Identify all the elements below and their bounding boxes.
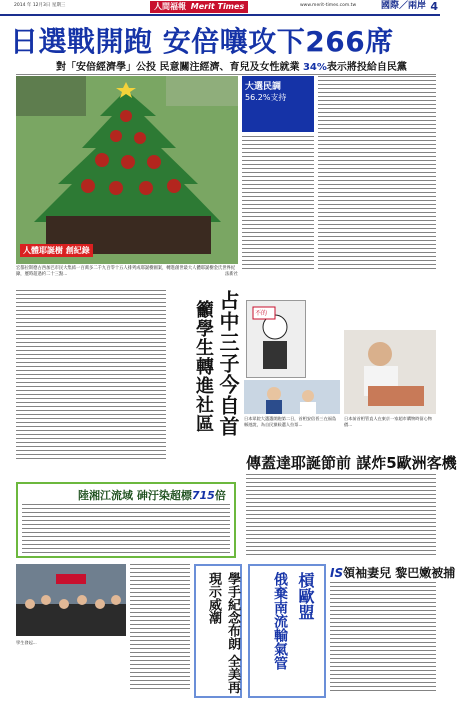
- hunan-headline-number: 715: [191, 489, 215, 502]
- hunan-headline-suffix: 倍: [214, 489, 226, 502]
- russia-story-box: [248, 564, 326, 698]
- hunan-headline: [78, 487, 226, 503]
- europe-headline: 傳蓋達耶誕節前 謀炸5歐洲客機: [246, 454, 457, 472]
- russia-headline-1: 槓歐盟: [296, 572, 315, 620]
- newspaper-logo: [150, 1, 248, 13]
- poll-kicker-sub: 56.2%支持: [245, 93, 287, 102]
- campaign-photo: [244, 380, 340, 414]
- section-tag: 國際／兩岸: [380, 1, 426, 11]
- japan-photo-left-caption: 日本眾院大選選開跑第二日，首相安倍晉三在福島縣遊說，為自民黨候選人拉票...: [244, 416, 337, 427]
- website-url: www.merit-times.com.tw: [300, 3, 357, 8]
- protest-headline-box: [194, 564, 242, 698]
- cartoon: [246, 300, 306, 378]
- japan-photo-right-caption: 日本前首相管直人在東京一家超市購物時留心物價...: [344, 416, 432, 427]
- is-headline: [330, 564, 455, 581]
- logo-english: Merit Times: [190, 2, 245, 11]
- lead-subhead: [56, 58, 407, 73]
- occupy-story-text: [16, 290, 166, 462]
- lead-headline: 日選戰開跑 安倍嚷攻下266席: [10, 25, 394, 58]
- divider: [16, 74, 436, 75]
- poll-kicker: 大選民調: [245, 82, 282, 92]
- europe-story-text: [246, 474, 436, 558]
- tree-photo-caption: [16, 266, 238, 278]
- japan-story-text-a: [242, 136, 314, 270]
- cartoon-label: 不的: [255, 310, 268, 317]
- is-headline-prefix: IS: [330, 566, 344, 580]
- hunan-headline-prefix: 陸湘江流域 砷汙染超標: [78, 489, 192, 502]
- hunan-story-text: [22, 504, 230, 554]
- subhead-prefix: 對「安倍經濟學」公投 民意關注經濟、育兒及女性就業: [56, 62, 300, 73]
- human-christmas-tree-image: [16, 76, 238, 264]
- japan-photo-left: [244, 380, 340, 414]
- russia-headline-2: 俄棄南流輸氣管: [272, 572, 288, 670]
- occupy-headline-2: 籲學生轉進社區: [193, 300, 214, 433]
- page-number: 4: [430, 0, 438, 13]
- tree-caption-text: 宏都拉斯德古西加巴市民大集結一百萬多二千九百零十五人排列成耶誕樹圖案，轉進創世最大人體耶誕樹金氏世界紀錄，歷時超過約二十三點...: [16, 266, 236, 277]
- subhead-suffix: 表示將投給自民黨: [326, 62, 407, 73]
- protest-headline: 學手紀念布朗 全美再現示威潮: [206, 572, 240, 694]
- protest-story-text: [130, 564, 190, 692]
- hunan-story-box: [16, 482, 236, 558]
- is-story-text: [330, 582, 436, 694]
- occupy-headline-1: 占中三子今自首: [216, 290, 240, 437]
- tree-caption-credit: 法新社: [225, 272, 238, 277]
- crowd-photo: [16, 564, 126, 636]
- is-headline-suffix: 領袖妻兒 黎巴嫩被捕: [343, 566, 456, 580]
- supermarket-photo: [344, 330, 436, 414]
- subhead-percent: 34%: [302, 62, 327, 73]
- protest-crowd-image: [16, 564, 126, 636]
- issue-date: 2014 年 12月3日 星期三: [14, 3, 66, 8]
- japan-story-text-b: [318, 76, 436, 270]
- tree-photo: [16, 76, 238, 264]
- poll-box: [242, 76, 314, 132]
- crowd-caption: 學生發起...: [16, 640, 37, 645]
- tree-photo-label: 人體耶誕樹 創紀錄: [20, 244, 93, 257]
- japan-photo-right: [344, 330, 436, 414]
- logo-chinese: 人間福報: [154, 2, 186, 11]
